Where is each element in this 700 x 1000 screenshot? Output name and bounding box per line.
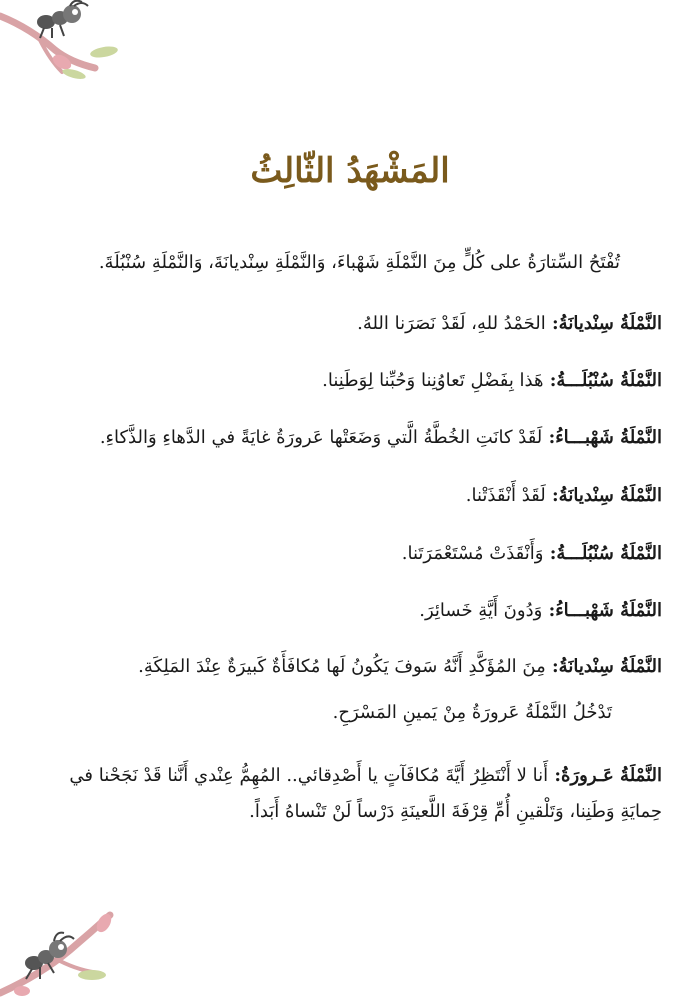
dialogue-line (42, 364, 662, 398)
dialogue-line (42, 758, 662, 830)
separator: : (545, 313, 559, 334)
speech-text: وَدُونَ أَيَّةِ خَسائِرَ. (419, 600, 543, 621)
speaker-name: النَّمْلَةُ سُنْبُلَـــةُ (556, 543, 662, 564)
dialogue-line (42, 307, 662, 341)
separator: : (543, 370, 557, 391)
speaker-name: النَّمْلَةُ سِنْديانَةُ (558, 485, 662, 506)
speaker-name: النَّمْلَةُ عَـرورَةُ (561, 765, 662, 786)
page-title: المَشْهَدُ الثّالِثُ (250, 150, 450, 191)
dialogue-line (42, 479, 662, 513)
dialogue-line (42, 421, 662, 455)
dialogue-line (42, 537, 662, 571)
separator: : (543, 543, 557, 564)
separator: : (548, 765, 562, 786)
separator: : (545, 656, 559, 677)
speech-text: هَذا بِفَضْلِ تَعاوُنِنا وَحُبِّنا لِوَطَنِنا. (322, 370, 544, 391)
separator: : (545, 485, 559, 506)
speaker-name: النَّمْلَةُ سِنْديانَةُ (558, 656, 662, 677)
dialogue-line (42, 650, 662, 684)
stage-direction: تَدْخُلُ النَّمْلَةُ عَرورَةُ مِنْ يَمينِ المَسْرَحِ. (332, 702, 612, 723)
dialogue-line (42, 594, 662, 628)
stage-direction: تُفْتَحُ السِّتارَةُ على كُلٍّ مِنَ النَّمْلَةِ شَهْباءَ، وَالنَّمْلَةِ سِنْديانَةَ، وَالنَّمْلَةِ سُنْبُلَةَ. (98, 252, 620, 273)
separator: : (542, 600, 556, 621)
speech-text: وَأَنْقَذَتْ مُسْتَعْمَرَتَنا. (401, 543, 544, 564)
speaker-name: النَّمْلَةُ شَهْبـــاءُ (555, 427, 662, 448)
ant-on-branch-icon (0, 0, 130, 80)
speech-text: مِنَ المُؤَكَّدِ أَنَّهُ سَوفَ يَكُونُ لَها مُكافَأَةٌ كَبيرَةٌ عِنْدَ المَلِكَةِ. (138, 656, 546, 677)
ant-on-branch-icon (0, 905, 130, 1000)
speech-text: لَقَدْ أَنْقَذَتْنا. (465, 485, 546, 506)
separator: : (542, 427, 556, 448)
speaker-name: النَّمْلَةُ سِنْديانَةُ (558, 313, 662, 334)
speaker-name: النَّمْلَةُ سُنْبُلَـــةُ (556, 370, 662, 391)
speech-text: الحَمْدُ للهِ، لَقَدْ نَصَرَنا اللهُ. (357, 313, 546, 334)
speaker-name: النَّمْلَةُ شَهْبـــاءُ (555, 600, 662, 621)
speech-text: أَنا لا أَنْتَظِرُ أَيَّةَ مُكافَآتٍ يا أَصْدِقائي.. المُهِمُّ عِنْدي أَنَّنا قَدْ نَجَحْنا في حِمايَةِ وَطَنِنا، وَتَلْقينِ أُمِّ قِرْفَةَ اللَّعينَةِ دَرْساً لَنْ تَنْساهُ أَبَداً. (69, 765, 662, 822)
speech-text: لَقَدْ كانَتِ الخُطَّةُ الَّتي وَضَعَتْها عَرورَةُ غايَةً في الدَّهاءِ وَالذَّكاءِ. (99, 427, 543, 448)
